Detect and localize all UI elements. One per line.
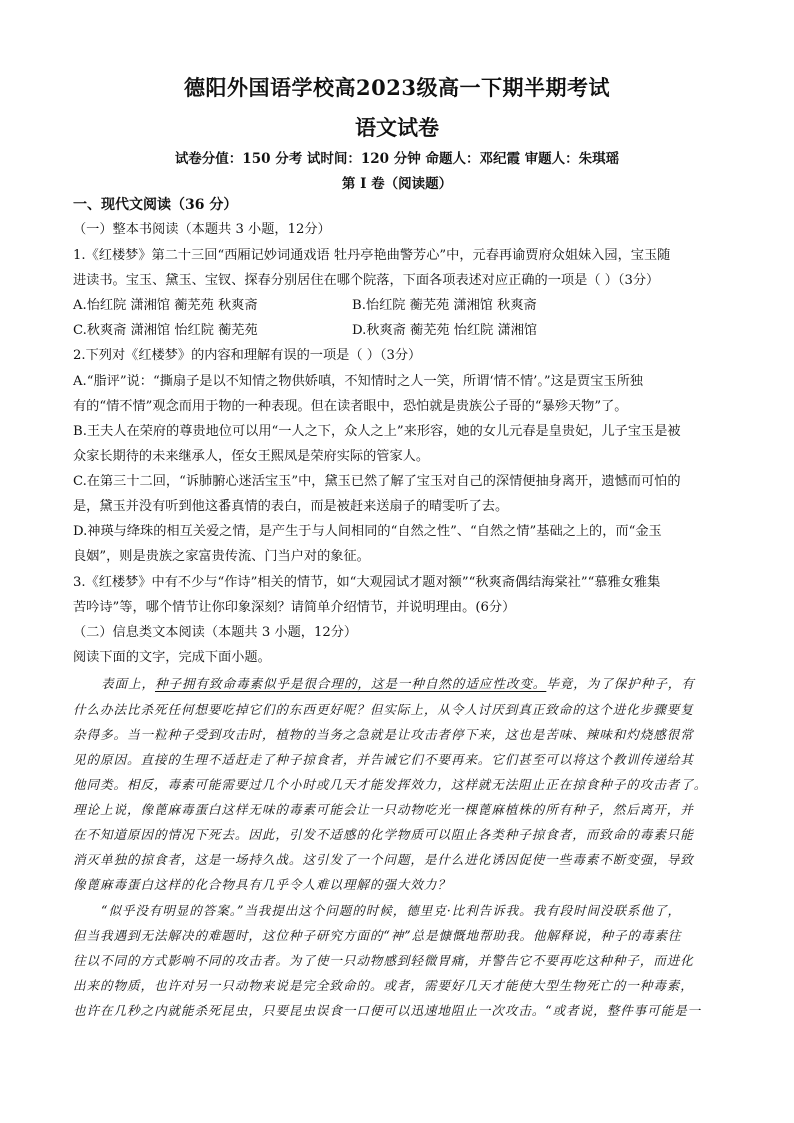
passage-p1-start: 表面上， bbox=[101, 676, 155, 691]
q1-stem-line2: 进读书。宝玉、黛玉、宝钗、探春分别居住在哪个院落，下面各项表述对应正确的一项是（ ）（3分） bbox=[73, 273, 660, 288]
part1-heading: （一）整本书阅读（本题共 3 小题，12分） bbox=[73, 222, 331, 237]
part2-heading: （二）信息类文本阅读（本题共 3 小题，12分） bbox=[73, 625, 358, 640]
underlined-sentence: 种子拥有致命毒素似乎是很合理的，这是一种自然的适应性改变。 bbox=[154, 676, 547, 691]
reading-instruction: 阅读下面的文字，完成下面小题。 bbox=[73, 650, 271, 665]
q2-option-c-line1: C.在第三十二回，“诉肺腑心迷活宝玉”中，黛玉已然了解了宝玉对自己的深情便抽身离开，遗憾而可怕的 bbox=[73, 474, 681, 489]
exam-subtitle: 语文试卷 bbox=[355, 115, 439, 140]
q3-stem-line1: 3.《红楼梦》中有不少与“作诗”相关的情节，如“大观园试才题对额”“秋爽斋偶结海棠社”“慕雅女雅集 bbox=[73, 575, 661, 590]
q2-option-b-line1: B.王夫人在荣府的尊贵地位可以用“一人之下，众人之上”来形容，她的女儿元春是皇贵妃，儿子宝玉是被 bbox=[73, 424, 681, 439]
section-heading: 一、现代文阅读（36 分） bbox=[73, 197, 238, 213]
q2-option-d-line1: D.神瑛与绛珠的相互关爱之情，是产生于与人间相同的“自然之性”、“自然之情”基础之上的，而“金玉 bbox=[73, 524, 662, 539]
q2-option-a-line2: 有的“情不情”观念而用于物的一种表现。但在读者眼中，恐怕就是贵族公子哥的“暴殄天物”了。 bbox=[73, 399, 628, 414]
passage-line bbox=[101, 678, 695, 691]
exam-info-line: 试卷分值：150 分考 试时间：120 分钟 命题人：邓纪霞 审题人：朱琪瑶 bbox=[174, 151, 620, 167]
passage-line: 他同类。相反，毒素可能需要过几个小时或几天才能发挥效力，这样就无法阻止正在掠食种子的攻击者了。 bbox=[73, 777, 708, 792]
passage-line: 像蓖麻毒蛋白这样的化合物具有几乎令人难以理解的强大效力？ bbox=[73, 877, 451, 892]
q1-option-d: D.秋爽斋 蘅芜苑 怡红院 潇湘馆 bbox=[352, 323, 538, 338]
passage-line: 但当我遇到无法解决的难题时，这位种子研究方面的“神”总是慷慨地帮助我。他解释说，种子的毒素往 bbox=[73, 928, 682, 943]
q1-option-a: A.怡红院 潇湘馆 蘅芜苑 秋爽斋 bbox=[73, 298, 258, 313]
passage-line: 出来的物质，也许对另一只动物来说是完全致命的。或者，需要好几天才能使大型生物死亡的一种毒素， bbox=[73, 978, 694, 993]
exam-title: 德阳外国语学校高2023级高一下期半期考试 bbox=[184, 75, 610, 100]
volume-heading: 第 I 卷（阅读题） bbox=[341, 176, 453, 192]
q3-stem-line2: 苦吟诗”等，哪个情节让你印象深刻？请简单介绍情节，并说明理由。(6分） bbox=[73, 600, 516, 615]
q2-option-b-line2: 众家长期待的未来继承人，侄女王熙凤是荣府实际的管家人。 bbox=[73, 449, 430, 464]
passage-p1-end: 毕竟，为了保护种子，有 bbox=[546, 676, 695, 691]
q2-option-d-line2: 良姻”，则是贵族之家富贵传流、门当户对的象征。 bbox=[73, 549, 370, 564]
q1-option-c: C.秋爽斋 潇湘馆 怡红院 蘅芜苑 bbox=[73, 323, 258, 338]
q2-option-a-line1: A.“脂评”说：“撕扇子是以不知情之物供娇嗔，不知情时之人一笑，所谓‘情不情’。”这是贾宝玉所独 bbox=[73, 374, 643, 389]
q1-option-b: B.怡红院 蘅芜苑 潇湘馆 秋爽斋 bbox=[352, 298, 537, 313]
passage-line: 什么办法比杀死任何想要吃掉它们的东西更好呢？但实际上，从令人讨厌到真正致命的这个进化步骤要复 bbox=[73, 702, 694, 717]
passage-line: 理论上说，像蓖麻毒蛋白这样无味的毒素可能会让一只动物吃光一棵蓖麻植株的所有种子，然后离开，并 bbox=[73, 802, 694, 817]
passage-line: 杂得多。当一粒种子受到攻击时，植物的当务之急就是让攻击者停下来，这也是苦味、辣味和灼烧感很常 bbox=[73, 727, 694, 742]
passage-line: 见的原因。直接的生理不适赶走了种子掠食者，并告诫它们不要再来。它们甚至可以将这个教训传递给其 bbox=[73, 752, 694, 767]
passage-line: “似乎没有明显的答案。”当我提出这个问题的时候，德里克·比利告诉我。我有段时间没联系他了， bbox=[101, 903, 682, 918]
passage-line: 也许在几秒之内就能杀死昆虫，只要昆虫误食一口便可以迅速地阻止一次攻击。“或者说，整件事可能是一 bbox=[73, 1003, 702, 1018]
passage-line: 往以不同的方式影响不同的攻击者。为了使一只动物感到轻微胃痛，并警告它不要再吃这种种子，而进化 bbox=[73, 953, 694, 968]
passage-line: 在不知道原因的情况下死去。因此，引发不适感的化学物质可以阻止各类种子掠食者，而致命的毒素只能 bbox=[73, 827, 694, 842]
q2-option-c-line2: 是，黛玉并没有听到他这番真情的表白，而是被赶来送扇子的晴雯听了去。 bbox=[73, 499, 509, 514]
passage-line: 消灭单独的掠食者，这是一场持久战。这引发了一个问题，是什么进化诱因促使一些毒素不断变强，导致 bbox=[73, 852, 694, 867]
q2-stem: 2.下列对《红楼梦》的内容和理解有误的一项是（ ）（3分） bbox=[73, 348, 422, 363]
q1-stem-line1: 1.《红楼梦》第二十三回“西厢记妙词通戏语 牡丹亭艳曲警芳心”中，元春再谕贾府众姐妹入园，宝玉随 bbox=[73, 248, 671, 263]
